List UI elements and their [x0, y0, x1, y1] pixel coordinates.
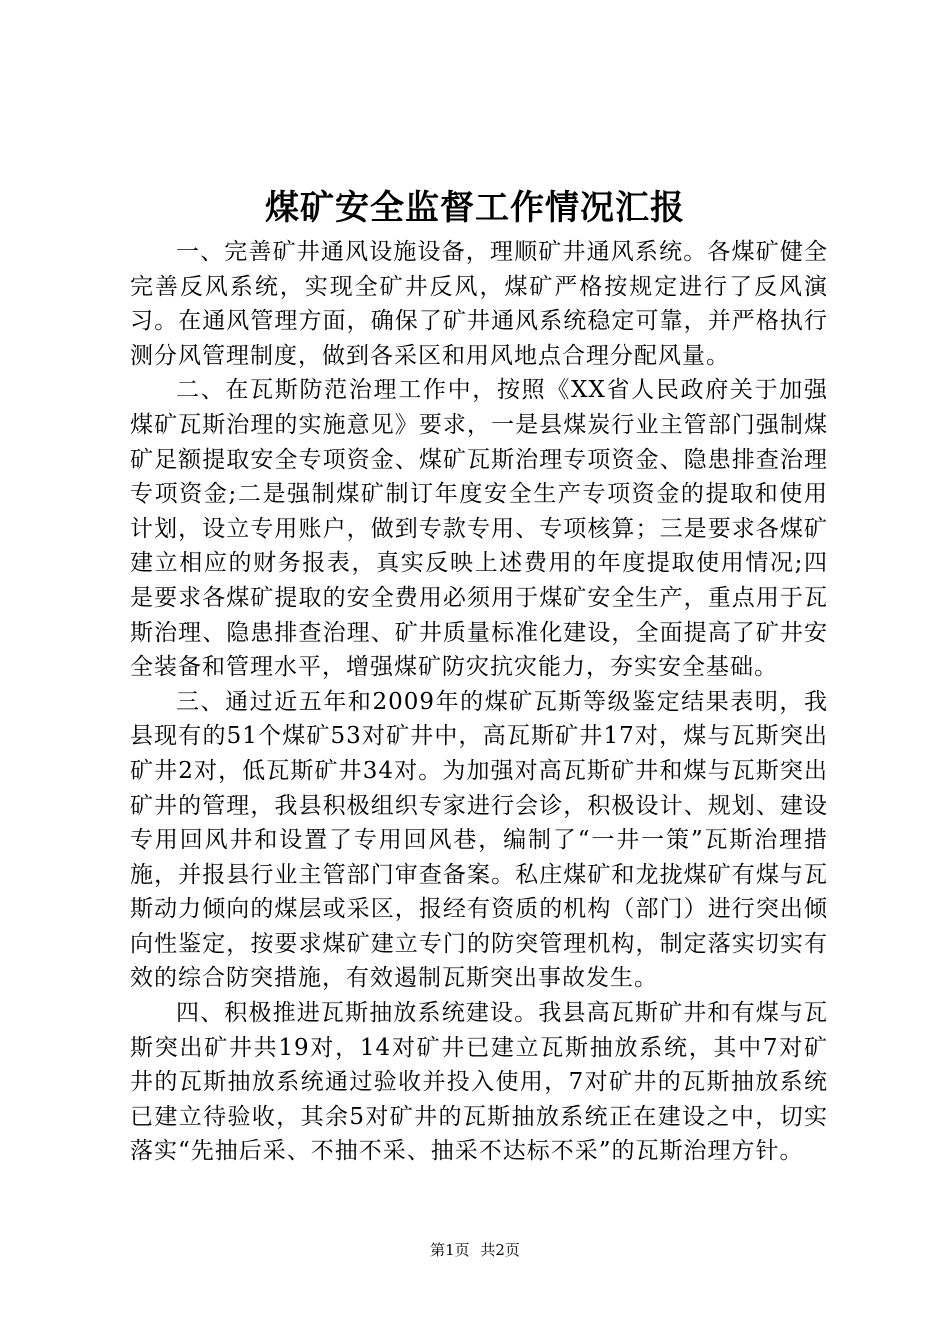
page-footer: [0, 1240, 950, 1260]
document-body: [130, 235, 828, 1169]
paragraph-1: 一、完善矿井通风设施设备，理顺矿井通风系统。各煤矿健全完善反风系统，实现全矿井反风，煤矿严格按规定进行了反风演习。在通风管理方面，确保了矿井通风系统稳定可靠，并严格执行测分风管理制度，做到各采区和用风地点合理分配风量。: [130, 239, 828, 369]
page-total: 共2页: [480, 1241, 520, 1259]
paragraph-4: 四、积极推进瓦斯抽放系统建设。我县高瓦斯矿井和有煤与瓦斯突出矿井共19对，14对矿井已建立瓦斯抽放系统，其中7对矿井的瓦斯抽放系统通过验收并投入使用，7对矿井的瓦斯抽放系统已建立待验收，其余5对矿井的瓦斯抽放系统正在建设之中，切实落实“先抽后采、不抽不采、抽采不达标不采”的瓦斯治理方针。: [130, 1000, 828, 1165]
page-number: 第1页: [430, 1241, 470, 1259]
paragraph-2: 二、在瓦斯防范治理工作中，按照《XX省人民政府关于加强煤矿瓦斯治理的实施意见》要求，一是县煤炭行业主管部门强制煤矿足额提取安全专项资金、煤矿瓦斯治理专项资金、隐患排查治理专项资金;二是强制煤矿制订年度安全生产专项资金的提取和使用计划，设立专用账户，做到专款专用、专项核算；三是要求各煤矿建立相应的财务报表，真实反映上述费用的年度提取使用情况;四是要求各煤矿提取的安全费用必须用于煤矿安全生产，重点用于瓦斯治理、隐患排查治理、矿井质量标准化建设，全面提高了矿井安全装备和管理水平，增强煤矿防灾抗灾能力，夯实安全基础。: [130, 377, 828, 681]
paragraph-3: 三、通过近五年和2009年的煤矿瓦斯等级鉴定结果表明，我县现有的51个煤矿53对矿井中，高瓦斯矿井17对，煤与瓦斯突出矿井2对，低瓦斯矿井34对。为加强对高瓦斯矿井和煤与瓦斯突出矿井的管理，我县积极组织专家进行会诊，积极设计、规划、建设专用回风井和设置了专用回风巷，编制了“一井一策”瓦斯治理措施，并报县行业主管部门审查备案。私庄煤矿和龙拢煤矿有煤与瓦斯动力倾向的煤层或采区，报经有资质的机构（部门）进行突出倾向性鉴定，按要求煤矿建立专门的防突管理机构，制定落实切实有效的综合防突措施，有效遏制瓦斯突出事故发生。: [130, 688, 828, 992]
document-title: 煤矿安全监督工作情况汇报: [265, 188, 685, 228]
